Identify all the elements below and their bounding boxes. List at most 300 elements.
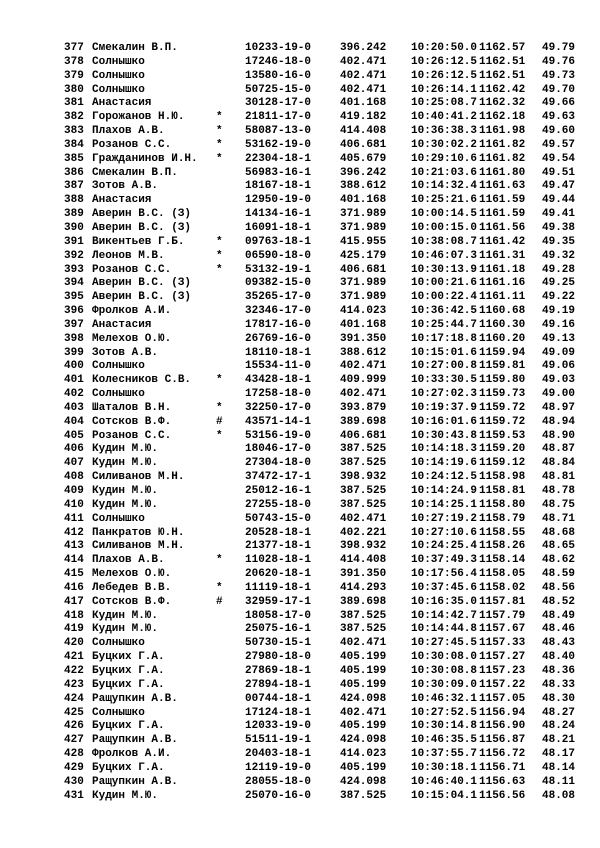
ring-id: 25012-16-1 — [245, 485, 312, 497]
participant-name: Ращупкин А.В. — [92, 692, 178, 705]
distance: 398.932 — [340, 540, 387, 553]
speed: 1161.18 — [479, 263, 526, 276]
arrival-time: 10:25:08.7 — [411, 97, 478, 110]
points: 48.08 — [542, 789, 576, 802]
points: 49.03 — [542, 374, 576, 387]
arrival-time: 10:00:14.5 — [411, 208, 478, 221]
points: 49.73 — [542, 69, 576, 82]
points: 49.66 — [542, 97, 576, 110]
distance: 396.242 — [340, 166, 387, 179]
speed: 1160.20 — [479, 332, 526, 345]
distance: 402.471 — [340, 637, 387, 650]
row-number: 391 — [64, 235, 84, 248]
speed: 1156.72 — [479, 748, 526, 761]
distance: 424.098 — [340, 692, 387, 705]
row-number: 410 — [64, 498, 84, 511]
ring-id: 32959-17-1 — [245, 595, 312, 608]
ring-id: 17817-16-0 — [245, 318, 312, 331]
speed: 1159.53 — [479, 429, 526, 442]
participant-mark: * — [216, 138, 223, 151]
row-number: 414 — [64, 554, 84, 567]
points: 48.81 — [542, 471, 576, 484]
arrival-time: 10:00:21.6 — [411, 277, 478, 290]
speed: 1162.42 — [479, 83, 526, 96]
speed: 1156.71 — [479, 761, 526, 774]
points: 48.90 — [542, 429, 576, 442]
points: 48.17 — [542, 748, 576, 761]
ring-id: 27894-18-1 — [245, 678, 312, 691]
participant-name: Солнышко — [92, 706, 145, 719]
distance: 387.525 — [340, 789, 387, 802]
points: 48.56 — [542, 581, 576, 594]
distance: 387.525 — [340, 457, 387, 470]
distance: 402.471 — [340, 388, 387, 401]
participant-name: Кудин М.Ю. — [92, 623, 159, 636]
participant-name: Сотсков В.Ф. — [92, 415, 172, 428]
points: 48.62 — [542, 554, 576, 567]
arrival-time: 10:40:41.2 — [411, 111, 478, 124]
distance: 388.612 — [340, 346, 387, 359]
distance: 387.525 — [340, 623, 387, 636]
points: 48.11 — [542, 775, 576, 788]
speed: 1158.81 — [479, 485, 526, 497]
distance: 406.681 — [340, 138, 387, 151]
speed: 1156.63 — [479, 775, 526, 788]
arrival-time: 10:17:18.8 — [411, 332, 478, 345]
arrival-time: 10:30:18.1 — [411, 761, 478, 774]
arrival-time: 10:24:25.4 — [411, 540, 478, 553]
participant-mark: * — [216, 429, 223, 442]
arrival-time: 10:24:12.5 — [411, 471, 478, 484]
distance: 405.199 — [340, 761, 387, 774]
ring-id: 25070-16-0 — [245, 789, 312, 802]
speed: 1161.82 — [479, 138, 526, 151]
distance: 401.168 — [340, 318, 387, 331]
row-number: 408 — [64, 471, 84, 484]
points: 48.84 — [542, 457, 576, 470]
ring-id: 12950-19-0 — [245, 194, 312, 207]
participant-name: Силиванов М.Н. — [92, 471, 185, 484]
participant-name: Кудин М.Ю. — [92, 443, 159, 456]
row-number: 394 — [64, 277, 84, 290]
points: 48.65 — [542, 540, 576, 553]
speed: 1161.82 — [479, 152, 526, 165]
row-number: 431 — [64, 789, 84, 802]
points: 49.25 — [542, 277, 576, 290]
distance: 414.023 — [340, 748, 387, 761]
row-number: 403 — [64, 401, 84, 414]
participant-name: Буцких Г.А. — [92, 761, 165, 774]
participant-name: Солнышко — [92, 360, 145, 373]
distance: 387.525 — [340, 609, 387, 622]
ring-id: 09382-15-0 — [245, 277, 312, 290]
points: 49.41 — [542, 208, 576, 221]
arrival-time: 10:14:44.8 — [411, 623, 478, 636]
distance: 371.989 — [340, 221, 387, 234]
speed: 1158.14 — [479, 554, 526, 567]
distance: 391.350 — [340, 332, 387, 345]
ring-id: 00744-18-1 — [245, 692, 312, 705]
participant-mark: * — [216, 263, 223, 276]
speed: 1156.87 — [479, 734, 526, 747]
participant-mark: # — [216, 595, 223, 608]
points: 48.14 — [542, 761, 576, 774]
speed: 1158.80 — [479, 498, 526, 511]
arrival-time: 10:30:08.0 — [411, 651, 478, 664]
ring-id: 53162-19-0 — [245, 138, 312, 151]
ring-id: 50730-15-1 — [245, 637, 312, 650]
participant-name: Зотов А.В. — [92, 346, 159, 359]
distance: 401.168 — [340, 97, 387, 110]
arrival-time: 10:19:37.9 — [411, 401, 478, 414]
speed: 1156.94 — [479, 706, 526, 719]
row-number: 425 — [64, 706, 84, 719]
participant-name: Смекалин В.П. — [92, 42, 178, 54]
distance: 414.293 — [340, 581, 387, 594]
arrival-time: 10:14:18.3 — [411, 443, 478, 456]
ring-id: 18110-18-1 — [245, 346, 312, 359]
arrival-time: 10:27:45.5 — [411, 637, 478, 650]
participant-name: Солнышко — [92, 637, 145, 650]
speed: 1161.16 — [479, 277, 526, 290]
participant-name: Лебедев В.В. — [92, 581, 172, 594]
ring-id: 17246-18-0 — [245, 55, 312, 68]
ring-id: 58087-13-0 — [245, 125, 312, 138]
ring-id: 15534-11-0 — [245, 360, 312, 373]
points: 48.71 — [542, 512, 576, 525]
distance: 402.471 — [340, 706, 387, 719]
arrival-time: 10:30:09.0 — [411, 678, 478, 691]
distance: 393.879 — [340, 401, 387, 414]
row-number: 406 — [64, 443, 84, 456]
row-number: 389 — [64, 208, 84, 221]
distance: 405.199 — [340, 651, 387, 664]
row-number: 413 — [64, 540, 84, 553]
points: 49.38 — [542, 221, 576, 234]
speed: 1158.02 — [479, 581, 526, 594]
row-number: 379 — [64, 69, 84, 82]
row-number: 424 — [64, 692, 84, 705]
participant-name: Солнышко — [92, 388, 145, 401]
ring-id: 06590-18-0 — [245, 249, 312, 262]
participant-name: Сотсков В.Ф. — [92, 595, 172, 608]
speed: 1159.12 — [479, 457, 526, 470]
points: 49.06 — [542, 360, 576, 373]
points: 49.60 — [542, 125, 576, 138]
ring-id: 37472-17-1 — [245, 471, 312, 484]
points: 48.43 — [542, 637, 576, 650]
row-number: 429 — [64, 761, 84, 774]
speed: 1158.55 — [479, 526, 526, 539]
participant-mark: * — [216, 152, 223, 165]
points: 49.54 — [542, 152, 576, 165]
ring-id: 43428-18-1 — [245, 374, 312, 387]
ring-id: 28055-18-0 — [245, 775, 312, 788]
row-number: 398 — [64, 332, 84, 345]
distance: 415.955 — [340, 235, 387, 248]
participant-name: Викентьев Г.Б. — [92, 235, 185, 248]
participant-mark: # — [216, 415, 223, 428]
participant-mark: * — [216, 401, 223, 414]
distance: 414.408 — [340, 554, 387, 567]
distance: 414.023 — [340, 305, 387, 318]
speed: 1162.51 — [479, 69, 526, 82]
participant-name: Солнышко — [92, 83, 145, 96]
points: 48.33 — [542, 678, 576, 691]
ring-id: 50725-15-0 — [245, 83, 312, 96]
distance: 414.408 — [340, 125, 387, 138]
ring-id: 27980-18-0 — [245, 651, 312, 664]
arrival-time: 10:27:52.5 — [411, 706, 478, 719]
ring-id: 13580-16-0 — [245, 69, 312, 82]
ring-id: 20403-18-1 — [245, 748, 312, 761]
points: 49.35 — [542, 235, 576, 248]
speed: 1159.80 — [479, 374, 526, 387]
speed: 1157.05 — [479, 692, 526, 705]
speed: 1159.72 — [479, 415, 526, 428]
participant-name: Анастасия — [92, 318, 152, 331]
row-number: 399 — [64, 346, 84, 359]
points: 48.46 — [542, 623, 576, 636]
participant-name: Розанов С.С. — [92, 138, 172, 151]
points: 48.59 — [542, 568, 576, 581]
points: 49.16 — [542, 318, 576, 331]
distance: 402.471 — [340, 69, 387, 82]
ring-id: 21811-17-0 — [245, 111, 312, 124]
points: 48.75 — [542, 498, 576, 511]
points: 49.79 — [542, 42, 576, 54]
arrival-time: 10:37:55.7 — [411, 748, 478, 761]
participant-name: Мелехов О.Ю. — [92, 568, 172, 581]
participant-mark: * — [216, 554, 223, 567]
speed: 1161.31 — [479, 249, 526, 262]
points: 49.57 — [542, 138, 576, 151]
distance: 401.168 — [340, 194, 387, 207]
arrival-time: 10:30:08.8 — [411, 664, 478, 677]
speed: 1158.26 — [479, 540, 526, 553]
ring-id: 53156-19-0 — [245, 429, 312, 442]
row-number: 404 — [64, 415, 84, 428]
speed: 1157.22 — [479, 678, 526, 691]
row-number: 417 — [64, 595, 84, 608]
participant-name: Панкратов Ю.Н. — [92, 526, 185, 539]
participant-name: Буцких Г.А. — [92, 664, 165, 677]
ring-id: 14134-16-1 — [245, 208, 312, 221]
distance: 405.199 — [340, 664, 387, 677]
arrival-time: 10:26:12.5 — [411, 55, 478, 68]
participant-name: Ращупкин А.В. — [92, 775, 178, 788]
speed: 1157.81 — [479, 595, 526, 608]
distance: 419.182 — [340, 111, 387, 124]
points: 49.19 — [542, 305, 576, 318]
distance: 396.242 — [340, 42, 387, 54]
row-number: 411 — [64, 512, 84, 525]
distance: 387.525 — [340, 498, 387, 511]
participant-name: Буцких Г.А. — [92, 678, 165, 691]
ring-id: 12033-19-0 — [245, 720, 312, 733]
row-number: 423 — [64, 678, 84, 691]
participant-name: Кудин М.Ю. — [92, 789, 159, 802]
points: 48.27 — [542, 706, 576, 719]
participant-name: Ращупкин А.В. — [92, 734, 178, 747]
arrival-time: 10:27:00.8 — [411, 360, 478, 373]
participant-mark: * — [216, 581, 223, 594]
arrival-time: 10:14:42.7 — [411, 609, 478, 622]
points: 49.09 — [542, 346, 576, 359]
ring-id: 09763-18-1 — [245, 235, 312, 248]
arrival-time: 10:21:03.6 — [411, 166, 478, 179]
distance: 398.932 — [340, 471, 387, 484]
arrival-time: 10:14:19.6 — [411, 457, 478, 470]
participant-mark: * — [216, 249, 223, 262]
ring-id: 35265-17-0 — [245, 291, 312, 304]
row-number: 430 — [64, 775, 84, 788]
ring-id: 53132-19-1 — [245, 263, 312, 276]
speed: 1159.72 — [479, 401, 526, 414]
row-number: 386 — [64, 166, 84, 179]
points: 48.49 — [542, 609, 576, 622]
participant-name: Розанов С.С. — [92, 263, 172, 276]
ring-id: 51511-19-1 — [245, 734, 312, 747]
speed: 1161.11 — [479, 291, 526, 304]
ring-id: 12119-19-0 — [245, 761, 312, 774]
arrival-time: 10:37:49.3 — [411, 554, 478, 567]
row-number: 381 — [64, 97, 84, 110]
speed: 1162.18 — [479, 111, 526, 124]
speed: 1162.32 — [479, 97, 526, 110]
points: 49.00 — [542, 388, 576, 401]
ring-id: 20528-18-1 — [245, 526, 312, 539]
ring-id: 11119-18-1 — [245, 581, 312, 594]
arrival-time: 10:25:21.6 — [411, 194, 478, 207]
participant-name: Силиванов М.Н. — [92, 540, 185, 553]
ring-id: 11028-18-1 — [245, 554, 312, 567]
participant-name: Буцких Г.А. — [92, 720, 165, 733]
row-number: 385 — [64, 152, 84, 165]
participant-name: Плахов А.В. — [92, 125, 165, 138]
arrival-time: 10:27:02.3 — [411, 388, 478, 401]
participant-name: Аверин В.С. (З) — [92, 291, 192, 304]
speed: 1157.33 — [479, 637, 526, 650]
points: 49.44 — [542, 194, 576, 207]
participant-mark: * — [216, 111, 223, 124]
speed: 1162.57 — [479, 42, 526, 54]
speed: 1161.63 — [479, 180, 526, 193]
row-number: 427 — [64, 734, 84, 747]
row-number: 388 — [64, 194, 84, 207]
arrival-time: 10:46:07.3 — [411, 249, 478, 262]
row-number: 426 — [64, 720, 84, 733]
arrival-time: 10:00:22.4 — [411, 291, 478, 304]
row-number: 401 — [64, 374, 84, 387]
participant-name: Кудин М.Ю. — [92, 485, 159, 497]
row-number: 387 — [64, 180, 84, 193]
arrival-time: 10:25:44.7 — [411, 318, 478, 331]
ring-id: 32346-17-0 — [245, 305, 312, 318]
ring-id: 18167-18-1 — [245, 180, 312, 193]
speed: 1161.98 — [479, 125, 526, 138]
points: 48.52 — [542, 595, 576, 608]
arrival-time: 10:14:24.9 — [411, 485, 478, 497]
distance: 371.989 — [340, 291, 387, 304]
speed: 1159.94 — [479, 346, 526, 359]
points: 48.36 — [542, 664, 576, 677]
ring-id: 17258-18-0 — [245, 388, 312, 401]
participant-mark: * — [216, 235, 223, 248]
speed: 1160.30 — [479, 318, 526, 331]
arrival-time: 10:36:38.3 — [411, 125, 478, 138]
row-number: 400 — [64, 360, 84, 373]
points: 48.30 — [542, 692, 576, 705]
distance: 424.098 — [340, 734, 387, 747]
row-number: 382 — [64, 111, 84, 124]
row-number: 393 — [64, 263, 84, 276]
arrival-time: 10:29:10.6 — [411, 152, 478, 165]
arrival-time: 10:30:43.8 — [411, 429, 478, 442]
points: 48.21 — [542, 734, 576, 747]
speed: 1157.67 — [479, 623, 526, 636]
arrival-time: 10:15:04.1 — [411, 789, 478, 802]
arrival-time: 10:30:02.2 — [411, 138, 478, 151]
arrival-time: 10:00:15.0 — [411, 221, 478, 234]
points: 48.97 — [542, 401, 576, 414]
row-number: 377 — [64, 42, 84, 54]
distance: 388.612 — [340, 180, 387, 193]
speed: 1161.42 — [479, 235, 526, 248]
arrival-time: 10:27:19.2 — [411, 512, 478, 525]
points: 49.32 — [542, 249, 576, 262]
speed: 1157.79 — [479, 609, 526, 622]
participant-mark: * — [216, 374, 223, 387]
speed: 1159.73 — [479, 388, 526, 401]
ring-id: 20620-18-1 — [245, 568, 312, 581]
participant-name: Кудин М.Ю. — [92, 457, 159, 470]
distance: 402.471 — [340, 55, 387, 68]
participant-name: Кудин М.Ю. — [92, 609, 159, 622]
row-number: 397 — [64, 318, 84, 331]
ring-id: 27869-18-1 — [245, 664, 312, 677]
points: 49.70 — [542, 83, 576, 96]
points: 48.87 — [542, 443, 576, 456]
row-number: 422 — [64, 664, 84, 677]
arrival-time: 10:46:35.5 — [411, 734, 478, 747]
speed: 1157.23 — [479, 664, 526, 677]
distance: 425.179 — [340, 249, 387, 262]
participant-name: Зотов А.В. — [92, 180, 159, 193]
arrival-time: 10:46:32.1 — [411, 692, 478, 705]
ring-id: 22304-18-1 — [245, 152, 312, 165]
row-number: 396 — [64, 305, 84, 318]
arrival-time: 10:14:32.4 — [411, 180, 478, 193]
participant-name: Анастасия — [92, 194, 152, 207]
ring-id: 27304-18-0 — [245, 457, 312, 470]
ring-id: 10233-19-0 — [245, 42, 312, 54]
speed: 1161.80 — [479, 166, 526, 179]
arrival-time: 10:38:08.7 — [411, 235, 478, 248]
participant-name: Фролков А.И. — [92, 305, 172, 318]
distance: 405.199 — [340, 678, 387, 691]
points: 48.24 — [542, 720, 576, 733]
ring-id: 26769-16-0 — [245, 332, 312, 345]
distance: 406.681 — [340, 429, 387, 442]
row-number: 418 — [64, 609, 84, 622]
row-number: 420 — [64, 637, 84, 650]
participant-name: Плахов А.В. — [92, 554, 165, 567]
participant-name: Буцких Г.А. — [92, 651, 165, 664]
points: 49.63 — [542, 111, 576, 124]
speed: 1162.51 — [479, 55, 526, 68]
ring-id: 27255-18-0 — [245, 498, 312, 511]
